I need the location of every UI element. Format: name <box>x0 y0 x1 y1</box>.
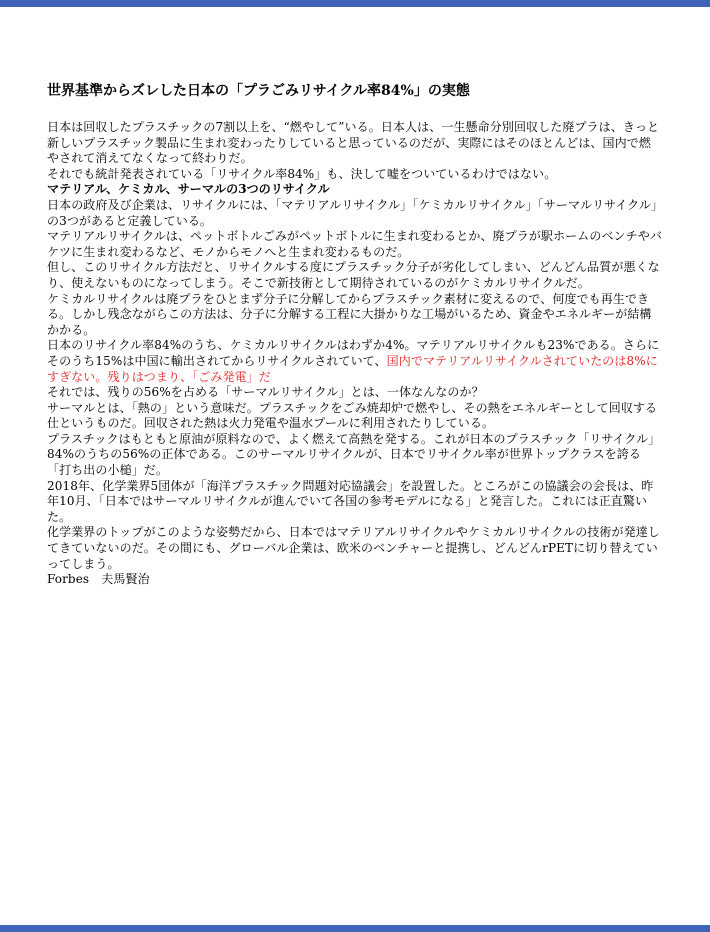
top-border-bar <box>0 0 710 7</box>
paragraph-chemical-recycle: ケミカルリサイクルは廃プラをひとまず分子に分解してからプラスチック素材に変えるので、何度でも再生できる。しかし残念ながらこの方法は、分子に分解する工程に大掛かりな工場がいるため、資金やエネルギーが結構かかる。 <box>47 291 652 337</box>
paragraph-breakdown <box>47 338 662 385</box>
paragraph-material-recycle: マテリアルリサイクルは、ペットボトルごみがペットボトルに生まれ変わるとか、廃プラが駅ホームのベンチやバケツに生まれ変わるなど、モノからモノへと生まれ変わるものだ。 <box>47 229 662 259</box>
breakdown-text: 日本のリサイクル率84%のうち、ケミカルリサイクルはわずか4%。マテリアルリサイクルも23%である。さらにそのうち15%は中国に輸出されてからリサイクルされていて、 <box>47 338 660 368</box>
paragraph-intro: 日本は回収したプラスチックの7割以上を、“燃やして”いる。日本人は、一生懸命分別回収した廃プラは、きっと新しいプラスチック製品に生まれ変わったりしていると思っているのだが、実際にはそのほとんどは、国内で燃やされて消えてなくなって終わりだ。 <box>47 120 660 166</box>
article-title: 世界基準からズレした日本の「プラごみリサイクル率84%」の実態 <box>47 83 470 99</box>
article-body <box>47 120 662 588</box>
paragraph-thermal-definition: サーマルとは、「熱の」という意味だ。プラスチックをごみ焼却炉で燃やし、その熱をエネルギーとして回収する仕というものだ。回収された熱は火力発電や温水プールに利用されたりしている。 <box>47 400 658 431</box>
paragraph-definition: 日本の政府及び企業は、リサイクルには、「マテリアルリサイクル」「ケミカルリサイクル」「サーマルリサイクル」の3つがあると定義している。 <box>47 197 658 228</box>
article <box>47 82 662 588</box>
paragraph-council: 2018年、化学業界5団体が「海洋プラスチック問題対応協議会」を設置した。ところがこの協議会の会長は、昨年10月、「日本ではサーマルリサイクルが進んでいて各国の参考モデルになる」と発言した。これには正直驚いた。 <box>47 478 654 524</box>
paragraph-statistics: それでも統計発表されている「リサイクル率84%」も、決して嘘をついているわけではない。 <box>47 166 557 181</box>
paragraph-question: それでは、残りの56%を占める「サーマルリサイクル」とは、一体なんなのか？ <box>47 385 484 400</box>
highlighted-text: 国内でマテリアルリサイクルされていたのは8%にすぎない。残りはつまり、「ごみ発電」だ <box>47 353 658 384</box>
paragraph-conclusion: 化学業界のトップがこのような姿勢だから、日本ではマテリアルリサイクルやケミカルリサイクルの技術が発達してきていないのだ。その間にも、グローバル企業は、欧米のベンチャーと提携し、どんどんrPETに切り替えていってしまう。 <box>47 525 660 571</box>
byline: Forbes 夫馬賢治 <box>47 572 150 587</box>
section-heading: マテリアル、ケミカル、サーマルの3つのリサイクル <box>47 182 330 197</box>
paragraph-material-limit: 但し、このリサイクル方法だと、リサイクルする度にプラスチック分子が劣化してしまい、どんどん品質が悪くなり、使えないものになってしまう。そこで新技術として期待されているのがケミカルリサイクルだ。 <box>47 260 660 290</box>
paragraph-thermal-truth: プラスチックはもともと原油が原料なので、よく燃えて高熱を発する。これが日本のプラスチック「リサイクル」84%のうちの56%の正体である。このサーマルリサイクルが、日本でリサイクル率が世界トップクラスを誇る「打ち出の小槌」だ。 <box>47 431 661 478</box>
bottom-border-bar <box>0 925 710 932</box>
